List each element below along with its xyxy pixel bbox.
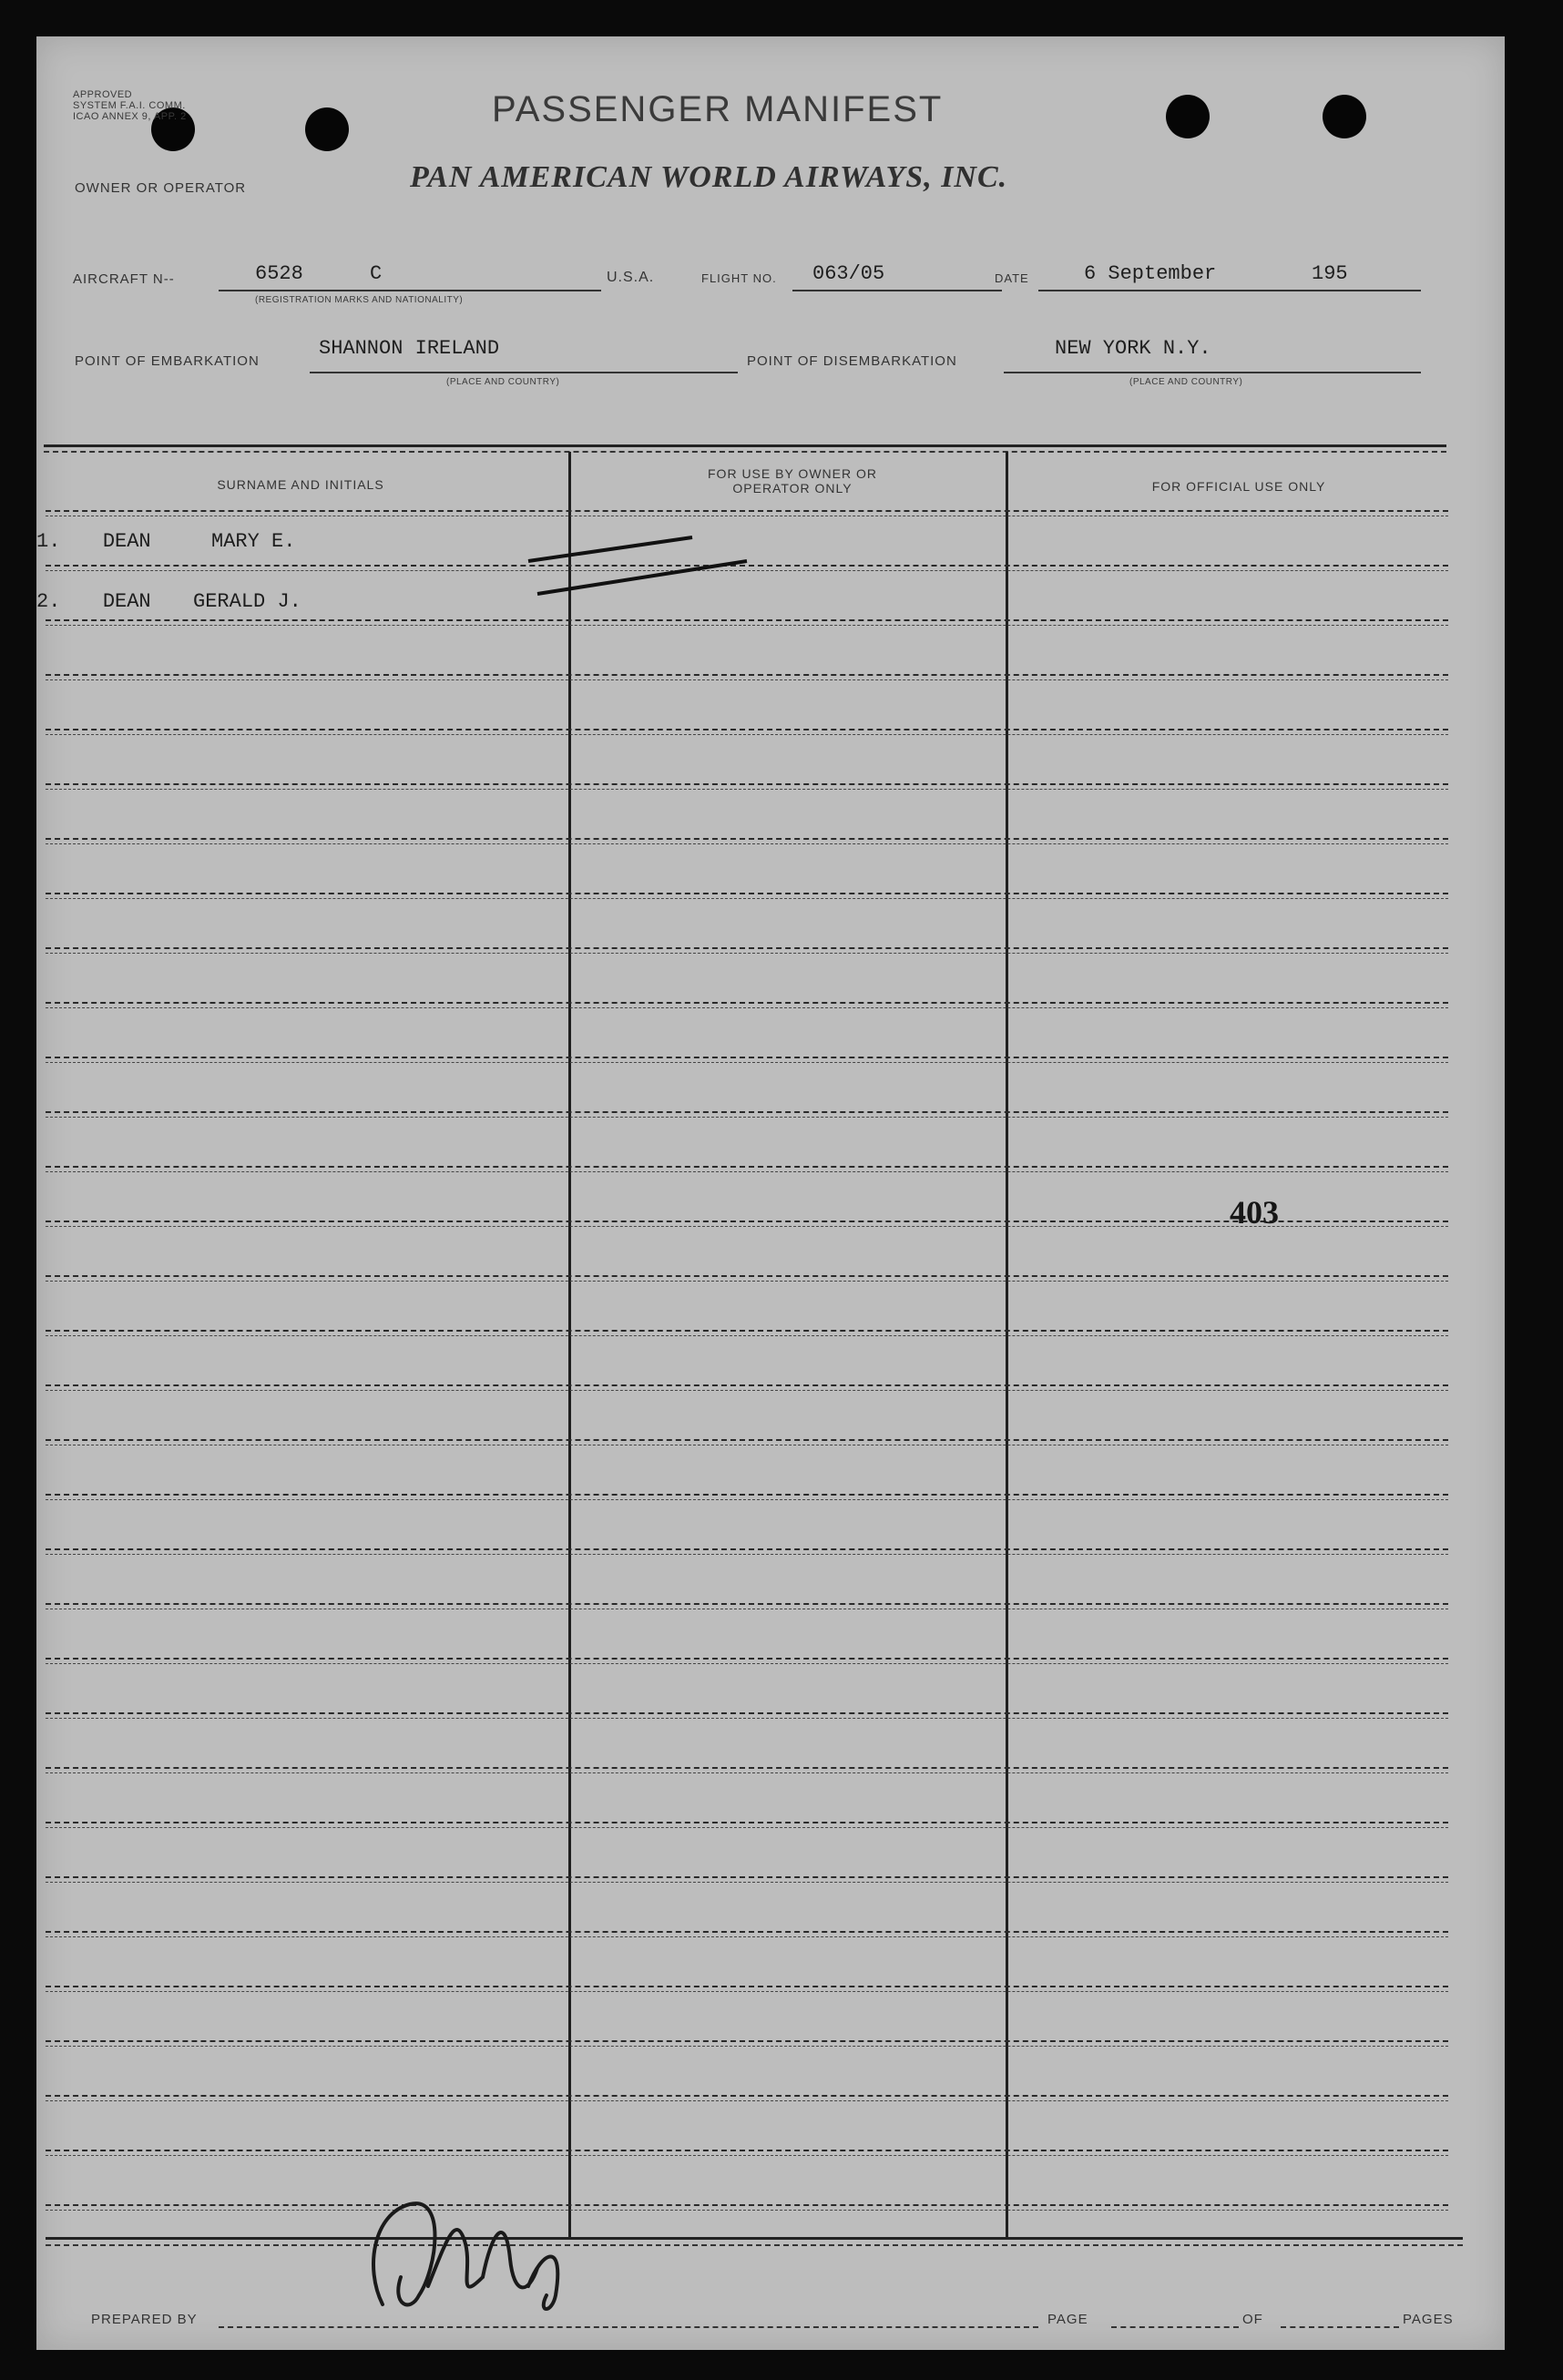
table-rule bbox=[46, 1117, 1448, 1118]
aircraft-number: 6528 bbox=[255, 262, 303, 285]
passenger-index: 2. bbox=[36, 590, 61, 613]
approval-line: APPROVED bbox=[73, 89, 133, 100]
table-rule bbox=[46, 1822, 1448, 1823]
manifest-sheet bbox=[36, 36, 1505, 2350]
table-rule bbox=[46, 1384, 1448, 1386]
table-rule bbox=[46, 1111, 1448, 1113]
table-rule bbox=[46, 783, 1448, 785]
owner-label: OWNER OR OPERATOR bbox=[75, 180, 247, 196]
table-rule bbox=[46, 1275, 1448, 1277]
embarkation-value: SHANNON IRELAND bbox=[319, 337, 500, 360]
table-rule bbox=[46, 1494, 1448, 1496]
disembarkation-sublabel: (PLACE AND COUNTRY) bbox=[1129, 377, 1243, 387]
table-rule bbox=[46, 1876, 1448, 1878]
header-surname: SURNAME AND INITIALS bbox=[217, 477, 384, 492]
table-rule bbox=[46, 1554, 1448, 1555]
passenger-index: 1. bbox=[36, 530, 61, 553]
aircraft-sublabel: (REGISTRATION MARKS AND NATIONALITY) bbox=[255, 295, 464, 305]
table-rule bbox=[46, 1767, 1448, 1769]
table-rule bbox=[46, 947, 1448, 949]
of-label: OF bbox=[1242, 2312, 1263, 2327]
punch-hole bbox=[1323, 95, 1366, 138]
approval-line: ICAO ANNEX 9, APP. 2 bbox=[73, 111, 187, 122]
table-rule bbox=[46, 2040, 1448, 2042]
pages-label: PAGES bbox=[1403, 2312, 1454, 2327]
punch-hole bbox=[1166, 95, 1210, 138]
table-rule bbox=[46, 1603, 1448, 1605]
table-rule bbox=[46, 1062, 1448, 1063]
table-rule bbox=[46, 1330, 1448, 1332]
approval-block bbox=[73, 89, 187, 122]
table-rule bbox=[46, 1166, 1448, 1168]
table-rule bbox=[46, 1986, 1448, 1987]
approval-line: SYSTEM F.A.I. COMM. bbox=[73, 100, 186, 111]
signature bbox=[346, 2159, 583, 2341]
table-rule bbox=[46, 1499, 1448, 1500]
table-rule bbox=[46, 1057, 1448, 1058]
flight-label: FLIGHT NO. bbox=[701, 271, 777, 285]
date-label: DATE bbox=[995, 271, 1029, 285]
table-rule bbox=[46, 1390, 1448, 1391]
table-rule bbox=[46, 2210, 1448, 2211]
table-rule bbox=[46, 2046, 1448, 2047]
form-title: PASSENGER MANIFEST bbox=[492, 89, 944, 129]
header-owner-use: FOR USE BY OWNER OR OPERATOR ONLY bbox=[708, 466, 877, 495]
table-rule bbox=[46, 2095, 1448, 2097]
table-rule bbox=[46, 1718, 1448, 1719]
passenger-surname: DEAN bbox=[102, 530, 151, 553]
table-rule bbox=[46, 838, 1448, 840]
table-rule bbox=[46, 2100, 1448, 2101]
prepared-by-label: PREPARED BY bbox=[91, 2312, 198, 2327]
passenger-row bbox=[36, 590, 301, 613]
embarkation-sublabel: (PLACE AND COUNTRY) bbox=[446, 377, 560, 387]
table-rule bbox=[46, 1002, 1448, 1004]
operator-name: PAN AMERICAN WORLD AIRWAYS, INC. bbox=[410, 160, 1008, 194]
passenger-initials: MARY E. bbox=[211, 530, 296, 553]
passenger-surname: DEAN bbox=[102, 590, 151, 613]
table-rule bbox=[46, 2150, 1448, 2151]
table-rule bbox=[46, 1936, 1448, 1937]
date-year: 195 bbox=[1312, 262, 1348, 285]
table-rule bbox=[46, 843, 1448, 844]
table-rule bbox=[46, 1281, 1448, 1282]
table-rule bbox=[46, 893, 1448, 894]
table-rule bbox=[46, 1658, 1448, 1660]
punch-hole bbox=[305, 107, 349, 151]
table-rule bbox=[46, 1335, 1448, 1336]
table-rule bbox=[46, 1882, 1448, 1883]
table-rule bbox=[46, 2204, 1448, 2206]
table-rule bbox=[46, 674, 1448, 676]
table-rule bbox=[46, 2155, 1448, 2156]
passenger-row bbox=[36, 530, 295, 553]
header-official-use: FOR OFFICIAL USE ONLY bbox=[1151, 479, 1326, 494]
table-rule bbox=[46, 1712, 1448, 1714]
table-rule bbox=[46, 953, 1448, 954]
table-rule bbox=[46, 1663, 1448, 1664]
disembarkation-label: POINT OF DISEMBARKATION bbox=[747, 353, 957, 369]
table-rule bbox=[46, 1772, 1448, 1773]
passenger-initials: GERALD J. bbox=[193, 590, 301, 613]
table-rule bbox=[46, 789, 1448, 790]
table-rule bbox=[46, 1007, 1448, 1008]
table-rule bbox=[46, 1991, 1448, 1992]
page-label: PAGE bbox=[1047, 2312, 1088, 2327]
table-rule bbox=[46, 1827, 1448, 1828]
table-rule bbox=[46, 1548, 1448, 1550]
pen-strokes bbox=[510, 510, 802, 656]
disembarkation-value: NEW YORK N.Y. bbox=[1055, 337, 1211, 360]
table-rule bbox=[46, 1439, 1448, 1441]
aircraft-label: AIRCRAFT N-- bbox=[73, 271, 175, 287]
table-rule bbox=[46, 734, 1448, 735]
aircraft-suffix: C bbox=[370, 262, 383, 285]
table-rule bbox=[46, 679, 1448, 680]
official-stamp-number: 403 bbox=[1230, 1194, 1279, 1231]
table-rule bbox=[46, 1171, 1448, 1172]
date-value: 6 September bbox=[1084, 262, 1217, 285]
flight-number: 063/05 bbox=[812, 262, 885, 285]
table-rule bbox=[46, 729, 1448, 730]
embarkation-label: POINT OF EMBARKATION bbox=[75, 353, 260, 369]
table-rule bbox=[46, 898, 1448, 899]
table-rule bbox=[46, 1931, 1448, 1933]
nationality-text: U.S.A. bbox=[607, 270, 655, 285]
